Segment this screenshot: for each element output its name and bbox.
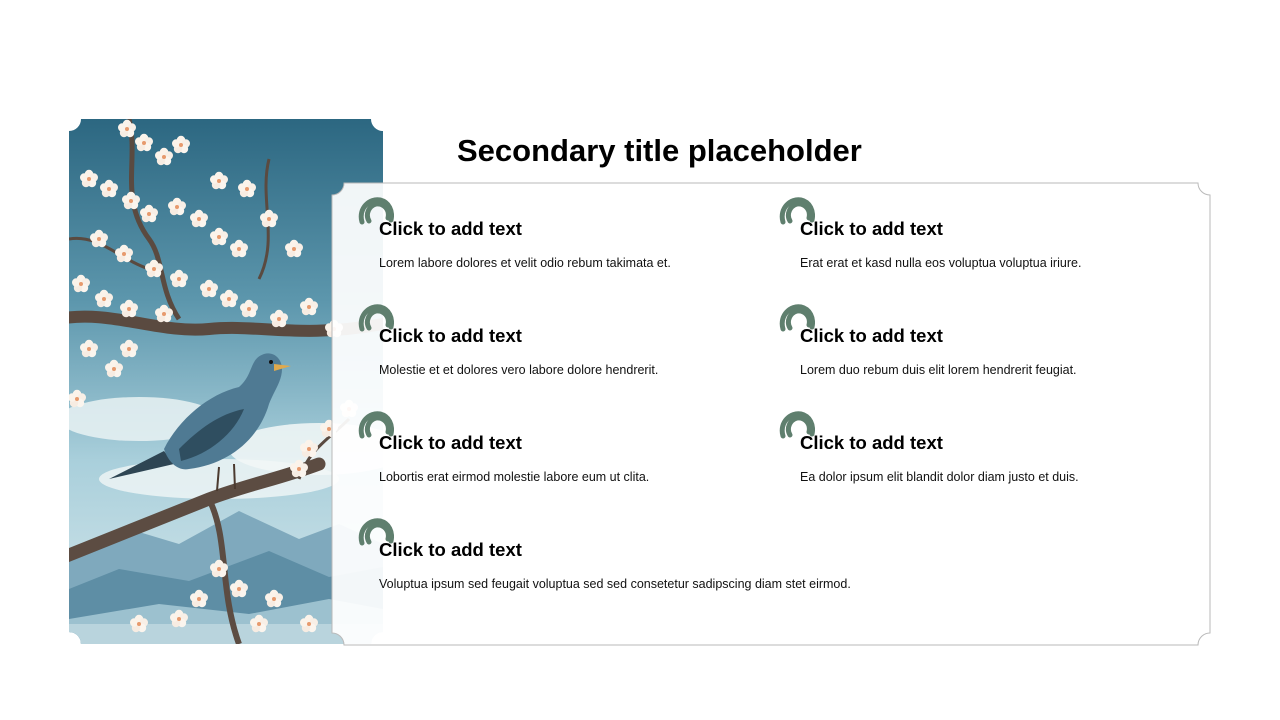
item-text[interactable]: Lorem labore dolores et velit odio rebum takimata et. (379, 256, 671, 270)
item-heading[interactable]: Click to add text (379, 325, 522, 346)
item-text[interactable]: Lobortis erat eirmod molestie labore eum ut clita. (379, 470, 650, 484)
item-text[interactable]: Molestie et et dolores vero labore dolore hendrerit. (379, 363, 659, 377)
item-heading[interactable]: Click to add text (800, 325, 943, 346)
item-text[interactable]: Lorem duo rebum duis elit lorem hendrerit feugiat. (800, 363, 1077, 377)
item-heading[interactable]: Click to add text (379, 432, 522, 453)
item-heading[interactable]: Click to add text (800, 432, 943, 453)
slide-title[interactable]: Secondary title placeholder (457, 133, 862, 168)
item-text[interactable]: Ea dolor ipsum elit blandit dolor diam justo et duis. (800, 470, 1079, 484)
item-heading[interactable]: Click to add text (379, 539, 522, 560)
item-heading[interactable]: Click to add text (379, 218, 522, 239)
item-text[interactable]: Voluptua ipsum sed feugait voluptua sed sed consetetur sadipscing diam stet eirmod. (379, 577, 851, 591)
item-heading[interactable]: Click to add text (800, 218, 943, 239)
item-text[interactable]: Erat erat et kasd nulla eos voluptua voluptua iriure. (800, 256, 1082, 270)
